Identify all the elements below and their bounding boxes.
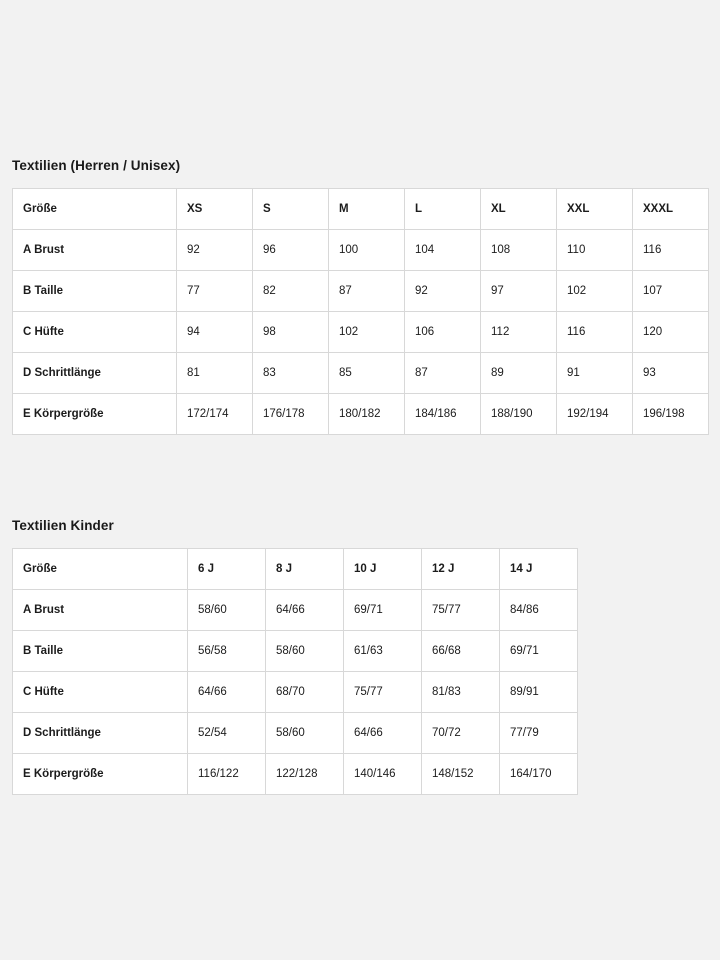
- cell-value: 58/60: [266, 713, 344, 754]
- cell-value: 58/60: [266, 631, 344, 672]
- row-label: D Schrittlänge: [13, 353, 177, 394]
- row-label: A Brust: [13, 590, 188, 631]
- cell-value: 89/91: [500, 672, 578, 713]
- cell-value: 102: [557, 271, 633, 312]
- table-row: [13, 312, 709, 353]
- table-row: [13, 631, 578, 672]
- table-row: [13, 230, 709, 271]
- cell-value: 116/122: [188, 754, 266, 795]
- column-header-m: M: [329, 189, 405, 230]
- cell-value: 87: [329, 271, 405, 312]
- column-header-14j: 14 J: [500, 549, 578, 590]
- cell-value: 61/63: [344, 631, 422, 672]
- cell-value: 82: [253, 271, 329, 312]
- cell-value: 93: [633, 353, 709, 394]
- column-header-xs: XS: [177, 189, 253, 230]
- table-row: [13, 394, 709, 435]
- row-label: D Schrittlänge: [13, 713, 188, 754]
- size-section-adults: [12, 158, 708, 435]
- row-label: A Brust: [13, 230, 177, 271]
- cell-value: 102: [329, 312, 405, 353]
- table-header-row: [13, 189, 709, 230]
- cell-value: 140/146: [344, 754, 422, 795]
- column-header-s: S: [253, 189, 329, 230]
- row-label: E Körpergröße: [13, 394, 177, 435]
- cell-value: 180/182: [329, 394, 405, 435]
- column-header-8j: 8 J: [266, 549, 344, 590]
- size-table-kids: [12, 548, 578, 795]
- cell-value: 66/68: [422, 631, 500, 672]
- column-header-size: Größe: [13, 189, 177, 230]
- cell-value: 97: [481, 271, 557, 312]
- column-header-6j: 6 J: [188, 549, 266, 590]
- cell-value: 92: [405, 271, 481, 312]
- cell-value: 120: [633, 312, 709, 353]
- cell-value: 94: [177, 312, 253, 353]
- cell-value: 192/194: [557, 394, 633, 435]
- column-header-xl: XL: [481, 189, 557, 230]
- row-label: B Taille: [13, 631, 188, 672]
- row-label: C Hüfte: [13, 672, 188, 713]
- cell-value: 106: [405, 312, 481, 353]
- cell-value: 87: [405, 353, 481, 394]
- cell-value: 100: [329, 230, 405, 271]
- cell-value: 83: [253, 353, 329, 394]
- row-label: E Körpergröße: [13, 754, 188, 795]
- cell-value: 91: [557, 353, 633, 394]
- column-header-l: L: [405, 189, 481, 230]
- cell-value: 64/66: [344, 713, 422, 754]
- cell-value: 172/174: [177, 394, 253, 435]
- size-section-kids: [12, 518, 708, 795]
- cell-value: 69/71: [500, 631, 578, 672]
- cell-value: 89: [481, 353, 557, 394]
- section-title-kids: Textilien Kinder: [12, 518, 114, 533]
- cell-value: 77/79: [500, 713, 578, 754]
- section-title-adults: Textilien (Herren / Unisex): [12, 158, 181, 173]
- cell-value: 69/71: [344, 590, 422, 631]
- cell-value: 81/83: [422, 672, 500, 713]
- size-table-adults: [12, 188, 709, 435]
- column-header-xxl: XXL: [557, 189, 633, 230]
- table-row: [13, 672, 578, 713]
- cell-value: 104: [405, 230, 481, 271]
- table-row: [13, 353, 709, 394]
- cell-value: 84/86: [500, 590, 578, 631]
- table-row: [13, 754, 578, 795]
- cell-value: 108: [481, 230, 557, 271]
- column-header-10j: 10 J: [344, 549, 422, 590]
- cell-value: 77: [177, 271, 253, 312]
- cell-value: 58/60: [188, 590, 266, 631]
- cell-value: 75/77: [344, 672, 422, 713]
- cell-value: 176/178: [253, 394, 329, 435]
- cell-value: 188/190: [481, 394, 557, 435]
- cell-value: 56/58: [188, 631, 266, 672]
- cell-value: 81: [177, 353, 253, 394]
- cell-value: 107: [633, 271, 709, 312]
- cell-value: 196/198: [633, 394, 709, 435]
- cell-value: 148/152: [422, 754, 500, 795]
- cell-value: 96: [253, 230, 329, 271]
- column-header-12j: 12 J: [422, 549, 500, 590]
- cell-value: 116: [633, 230, 709, 271]
- column-header-xxxl: XXXL: [633, 189, 709, 230]
- cell-value: 70/72: [422, 713, 500, 754]
- row-label: C Hüfte: [13, 312, 177, 353]
- cell-value: 68/70: [266, 672, 344, 713]
- table-header-row: [13, 549, 578, 590]
- cell-value: 52/54: [188, 713, 266, 754]
- cell-value: 110: [557, 230, 633, 271]
- cell-value: 116: [557, 312, 633, 353]
- cell-value: 164/170: [500, 754, 578, 795]
- table-row: [13, 590, 578, 631]
- cell-value: 122/128: [266, 754, 344, 795]
- cell-value: 85: [329, 353, 405, 394]
- column-header-size: Größe: [13, 549, 188, 590]
- cell-value: 64/66: [266, 590, 344, 631]
- cell-value: 92: [177, 230, 253, 271]
- table-row: [13, 271, 709, 312]
- cell-value: 112: [481, 312, 557, 353]
- table-row: [13, 713, 578, 754]
- cell-value: 64/66: [188, 672, 266, 713]
- cell-value: 184/186: [405, 394, 481, 435]
- row-label: B Taille: [13, 271, 177, 312]
- cell-value: 98: [253, 312, 329, 353]
- cell-value: 75/77: [422, 590, 500, 631]
